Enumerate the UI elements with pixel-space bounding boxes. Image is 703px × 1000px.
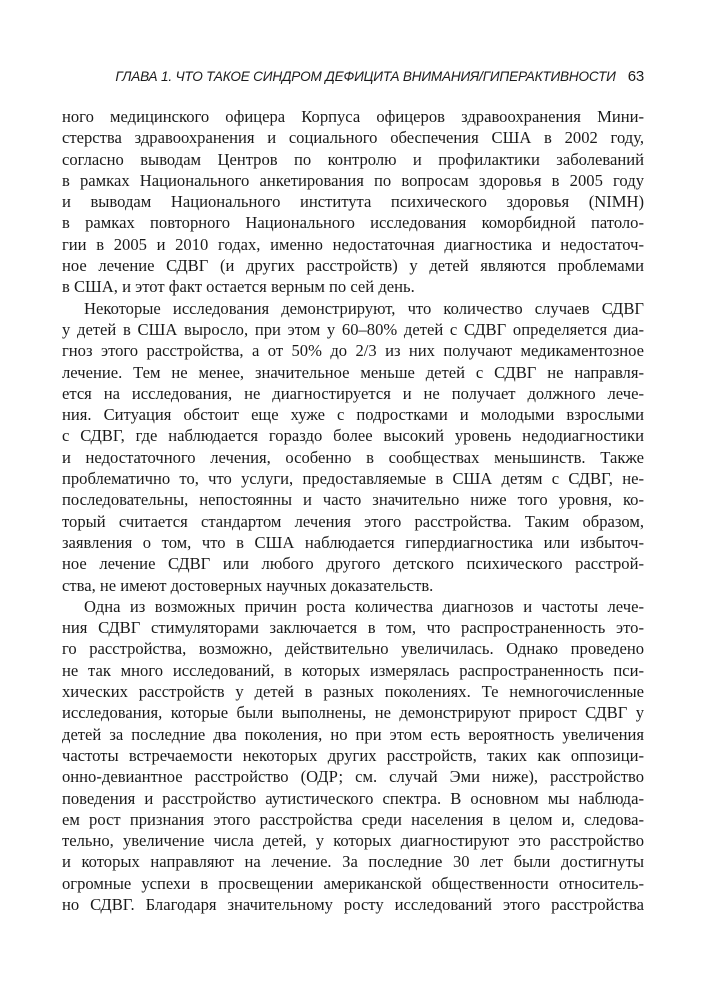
text-line: го расстройства, возможно, действительно увеличилась. Однако проведено xyxy=(62,639,644,659)
text-line: поведения и расстройство аутистического спектра. В основном мы наблюда- xyxy=(62,788,644,808)
chapter-title: ГЛАВА 1. ЧТО ТАКОЕ СИНДРОМ ДЕФИЦИТА ВНИМАНИЯ/ГИПЕРАКТИВНОСТИ xyxy=(115,69,616,84)
running-header xyxy=(62,68,644,90)
text-line: хических расстройств у детей в разных поколениях. Те немногочисленные xyxy=(62,682,644,702)
text-line: с СДВГ, где наблюдается гораздо более высокий уровень недодиагностики xyxy=(62,426,644,446)
text-line: детей за последние два поколения, но при этом есть вероятность увеличения xyxy=(62,724,644,744)
text-line: ного медицинского офицера Корпуса офицеров здравоохранения Мини- xyxy=(62,107,644,126)
text-line: огромные успехи в просвещении американской общественности относитель- xyxy=(62,873,644,893)
text-line: ния СДВГ стимуляторами заключается в том, что распространенность это- xyxy=(62,618,644,638)
text-line: лечение. Тем не менее, значительное меньше детей с СДВГ не направля- xyxy=(62,362,644,382)
text-line: но СДВГ. Благодаря значительному росту исследований этого расстройства xyxy=(62,894,644,914)
text-line: и недостаточного лечения, особенно в сообществах меньшинств. Также xyxy=(62,447,644,467)
paragraph xyxy=(62,298,644,596)
text-line: проблематично то, что услуги, предоставляемые в США детям с СДВГ, не- xyxy=(62,469,644,489)
text-line: ное лечение СДВГ (и других расстройств) у детей являются проблемами xyxy=(62,256,644,276)
text-line: в США, и этот факт остается верным по сей день. xyxy=(62,277,415,297)
text-line: ное лечение СДВГ или любого другого детского психического расстрой- xyxy=(62,554,644,574)
text-line: онно-девиантное расстройство (ОДР; см. случай Эми ниже), расстройство xyxy=(62,767,644,787)
text-line: стерства здравоохранения и социального обеспечения США в 2002 году, xyxy=(62,128,644,148)
text-line: ства, не имеют достоверных научных доказательств. xyxy=(62,575,434,595)
text-line: последовательны, непостоянны и часто значительно ниже того уровня, ко- xyxy=(62,490,644,510)
text-line: Одна из возможных причин роста количества диагнозов и частоты лече- xyxy=(84,596,644,616)
text-line: гноз этого расстройства, а от 50% до 2/3 из них получают медикаментозное xyxy=(62,341,644,361)
text-line: гии в 2005 и 2010 годах, именно недостаточная диагностика и недостаточ- xyxy=(62,234,644,254)
text-line: торый считается стандартом лечения этого расстройства. Таким образом, xyxy=(62,511,644,531)
text-line: ется на исследования, не диагностируется и не получает должного лече- xyxy=(62,383,644,403)
text-line: в рамках Национального анкетирования по вопросам здоровья в 2005 году xyxy=(62,170,644,190)
text-line: ем рост признания этого расстройства среди населения в целом и, следова- xyxy=(62,809,644,829)
text-line: тельно, увеличение числа детей, у которых диагностируют это расстройство xyxy=(62,831,644,851)
text-line: частоты встречаемости некоторых других расстройств, таких как оппозици- xyxy=(62,745,644,765)
page-number: 63 xyxy=(627,68,644,85)
text-line: у детей в США выросло, при этом у 60–80% детей с СДВГ определяется диа- xyxy=(62,319,644,339)
body-text xyxy=(62,106,644,915)
text-line: не так много исследований, в которых измерялась распространенность пси- xyxy=(62,660,644,680)
text-line: Некоторые исследования демонстрируют, что количество случаев СДВГ xyxy=(84,298,644,318)
text-line: исследования, которые были выполнены, не демонстрируют прирост СДВГ у xyxy=(62,703,644,723)
paragraph xyxy=(62,106,644,298)
text-line: заявления о том, что в США наблюдается гипердиагностика или избыточ- xyxy=(62,532,644,552)
text-line: ния. Ситуация обстоит еще хуже с подростками и молодыми взрослыми xyxy=(62,405,644,425)
text-line: согласно выводам Центров по контролю и профилактики заболеваний xyxy=(62,149,644,169)
text-line: и выводам Национального института психического здоровья (NIMH) xyxy=(62,192,644,212)
paragraph xyxy=(62,596,644,915)
text-line: и которых направляют на лечение. За последние 30 лет были достигнуты xyxy=(62,852,644,872)
text-line: в рамках повторного Национального исследования коморбидной патоло- xyxy=(62,213,644,233)
